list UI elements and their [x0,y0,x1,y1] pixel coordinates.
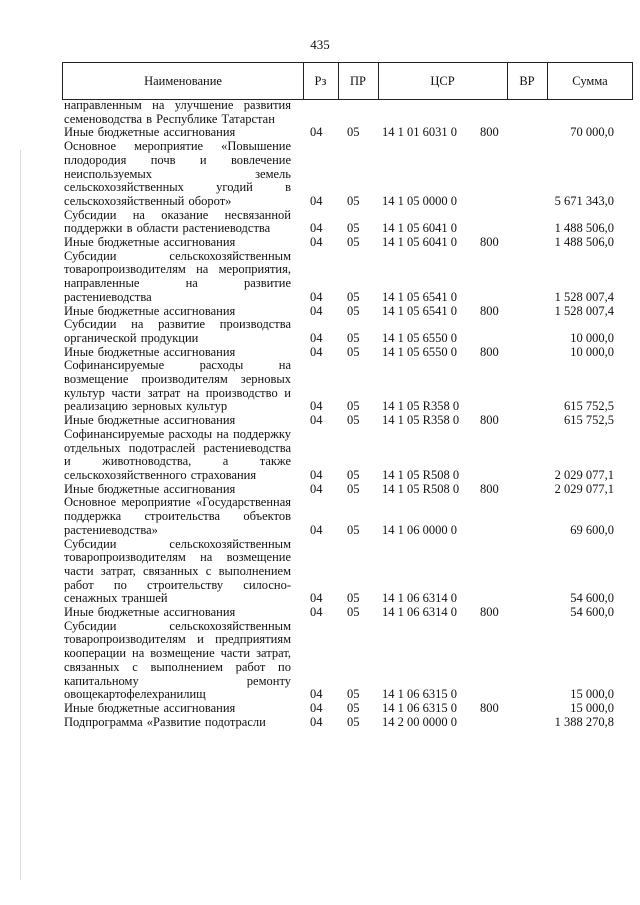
row-vr: 800 [480,413,499,428]
row-rz: 04 [310,605,323,620]
row-pr: 05 [347,399,360,414]
row-csr: 14 1 06 6314 0 [382,591,457,606]
row-csr: 14 1 06 0000 0 [382,522,457,537]
row-pr: 05 [347,235,360,250]
header-sum: Сумма [572,74,608,88]
row-pr: 05 [347,687,360,702]
row-pr: 05 [347,289,360,304]
table-row [62,414,633,428]
row-pr: 05 [347,303,360,318]
row-pr: 05 [347,344,360,359]
row-sum: 1 528 007,4 [554,303,614,318]
row-name: Иные бюджетные ассигнования [64,235,236,250]
row-sum: 2 029 077,1 [554,481,614,496]
row-name: Софинансируемые расходы на поддержку отдельных подотраслей растениеводства и животноводства, а также сельскохозяйственного страхования [64,426,291,482]
row-csr: 14 1 05 6550 0 [382,330,457,345]
row-vr: 800 [480,125,499,140]
row-name: Субсидии сельскохозяйственным товаропроизводителям и предприятиям кооперации на возмещение части затрат, связанных с выполнением работ по капитальному ремонту овощекартофелехранилищ [64,618,291,702]
row-sum: 15 000,0 [570,687,614,702]
header-rz: Рз [303,63,339,99]
row-name: Основное мероприятие «Повышение плодородия почв и вовлечение неиспользуемых земель сельскохозяйственных угодий в сельскохозяйственный оборот» [64,139,291,208]
table-row [62,126,633,140]
row-sum: 15 000,0 [570,700,614,715]
row-pr: 05 [347,330,360,345]
row-name: Иные бюджетные ассигнования [64,344,236,359]
row-sum: 1 388 270,8 [554,714,614,729]
row-pr: 05 [347,605,360,620]
row-pr: 05 [347,221,360,236]
row-rz: 04 [310,467,323,482]
row-name: Подпрограмма «Развитие подотрасли [64,714,266,729]
row-sum: 70 000,0 [570,125,614,140]
table-row [62,428,633,483]
table-row [62,99,633,126]
row-csr: 14 1 05 R508 0 [382,481,460,496]
row-rz: 04 [310,522,323,537]
row-name: Иные бюджетные ассигнования [64,413,236,428]
row-sum: 54 600,0 [570,605,614,620]
row-pr: 05 [347,714,360,729]
table-row [62,318,633,345]
row-name: Субсидии на оказание несвязанной поддержки в области растениеводства [64,207,291,236]
row-sum: 54 600,0 [570,591,614,606]
row-sum: 1 488 506,0 [554,235,614,250]
row-rz: 04 [310,714,323,729]
header-csr: ЦСР [378,63,508,99]
row-name: Иные бюджетные ассигнования [64,303,236,318]
table-row [62,716,633,730]
row-vr: 800 [480,344,499,359]
row-rz: 04 [310,125,323,140]
row-pr: 05 [347,125,360,140]
row-pr: 05 [347,413,360,428]
row-rz: 04 [310,399,323,414]
row-pr: 05 [347,193,360,208]
row-pr: 05 [347,481,360,496]
row-rz: 04 [310,330,323,345]
row-rz: 04 [310,413,323,428]
table-row [62,496,633,537]
table-row [62,250,633,305]
row-name: Основное мероприятие «Государственная поддержка строительства объектов растениеводства» [64,495,291,537]
table-row [62,346,633,360]
row-name: Софинансируемые расходы на возмещение производителям зерновых культур части затрат на производство и реализацию зерновых культур [64,358,291,414]
row-pr: 05 [347,522,360,537]
row-rz: 04 [310,344,323,359]
row-csr: 14 1 06 6315 0 [382,687,457,702]
page-number: 435 [310,37,330,52]
row-pr: 05 [347,591,360,606]
table-row [62,305,633,319]
row-sum: 10 000,0 [570,344,614,359]
row-sum: 5 671 343,0 [554,193,614,208]
row-sum: 615 752,5 [564,413,614,428]
table-row [62,702,633,716]
row-name: Иные бюджетные ассигнования [64,700,236,715]
row-sum: 10 000,0 [570,330,614,345]
table-row [62,483,633,497]
scan-edge-line [20,150,21,880]
row-rz: 04 [310,289,323,304]
row-csr: 14 1 05 6550 0 [382,344,457,359]
row-csr: 14 1 06 6315 0 [382,700,457,715]
table-row [62,236,633,250]
header-vr: ВР [507,63,548,99]
row-vr: 800 [480,700,499,715]
row-rz: 04 [310,235,323,250]
table-row [62,606,633,620]
row-vr: 800 [480,605,499,620]
row-name: Субсидии сельскохозяйственным товаропроизводителям на возмещение части затрат, связанных с выполнением работ по строительству силосно-сенажных траншей [64,536,291,606]
row-csr: 14 1 01 6031 0 [382,125,457,140]
row-csr: 14 1 05 6541 0 [382,303,457,318]
row-csr: 14 1 06 6314 0 [382,605,457,620]
row-rz: 04 [310,687,323,702]
table-row [62,359,633,414]
row-sum: 1 528 007,4 [554,289,614,304]
table-row [62,140,633,209]
row-rz: 04 [310,221,323,236]
header-pr: ПР [338,63,379,99]
table-row [62,620,633,702]
row-name: направленным на улучшение развития семеноводства в Республике Татарстан [64,98,291,126]
row-csr: 14 1 05 6541 0 [382,289,457,304]
row-rz: 04 [310,481,323,496]
row-name: Иные бюджетные ассигнования [64,125,236,140]
row-vr: 800 [480,235,499,250]
table-row [62,209,633,236]
row-rz: 04 [310,700,323,715]
row-name: Субсидии сельскохозяйственным товаропроизводителям на мероприятия, направленные на развитие растениеводства [64,248,291,304]
header-name: Наименование [63,63,304,99]
row-name: Субсидии на развитие производства органической продукции [64,317,291,345]
row-vr: 800 [480,303,499,318]
row-sum: 1 488 506,0 [554,221,614,236]
row-csr: 14 1 05 R358 0 [382,399,460,414]
row-csr: 14 1 05 R508 0 [382,467,460,482]
row-pr: 05 [347,700,360,715]
table-header [62,62,633,100]
table-row [62,538,633,607]
row-rz: 04 [310,193,323,208]
row-csr: 14 1 05 6041 0 [382,221,457,236]
row-csr: 14 1 05 6041 0 [382,235,457,250]
row-sum: 69 600,0 [570,522,614,537]
row-csr: 14 2 00 0000 0 [382,714,457,729]
row-sum: 2 029 077,1 [554,467,614,482]
row-pr: 05 [347,467,360,482]
row-sum: 615 752,5 [564,399,614,414]
row-rz: 04 [310,591,323,606]
row-csr: 14 1 05 0000 0 [382,193,457,208]
row-name: Иные бюджетные ассигнования [64,605,236,620]
row-name: Иные бюджетные ассигнования [64,481,236,496]
table-body [62,99,633,729]
row-csr: 14 1 05 R358 0 [382,413,460,428]
row-vr: 800 [480,481,499,496]
row-rz: 04 [310,303,323,318]
